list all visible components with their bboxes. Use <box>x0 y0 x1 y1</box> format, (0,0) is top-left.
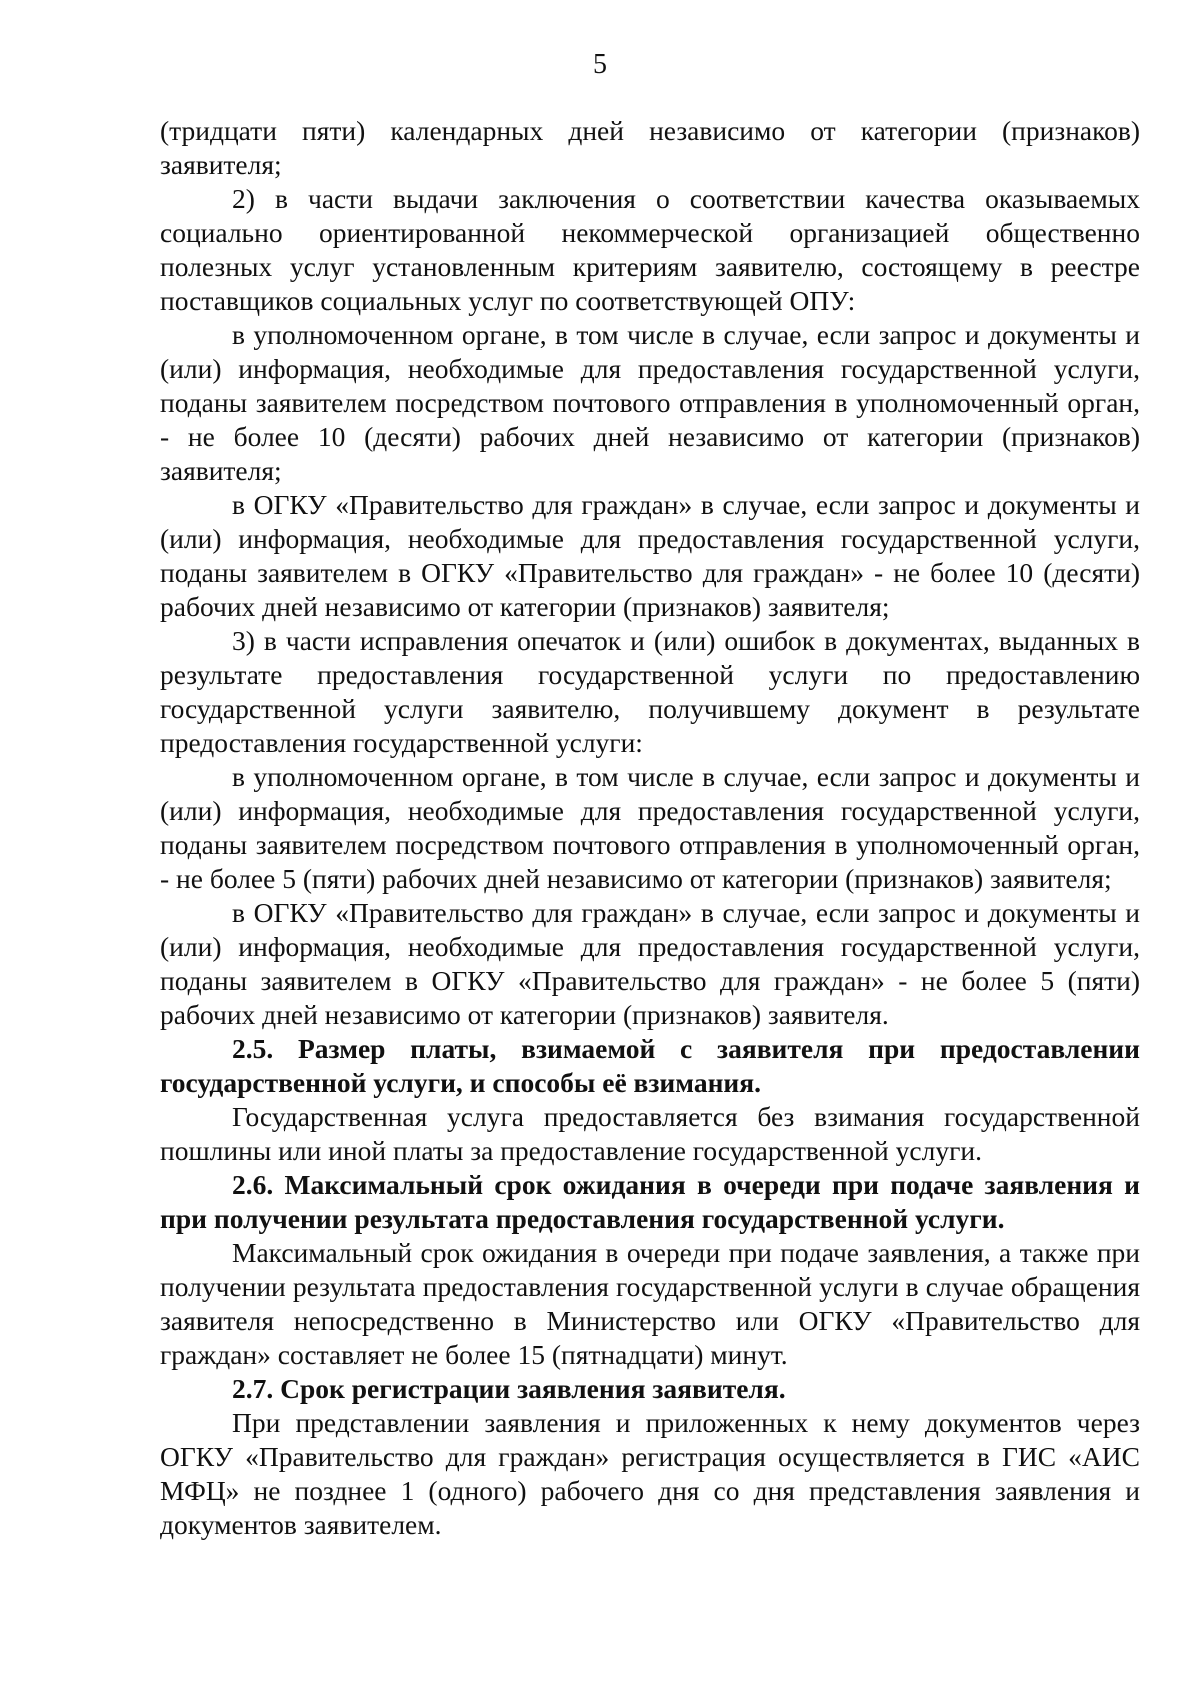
paragraph-registration: При представлении заявления и приложенных к нему документов через ОГКУ «Правительство для граждан» регистрация осуществляется в ГИС «АИС МФЦ» не позднее 1 (одного) рабочего дня со дня представления заявления и документов заявителем. <box>160 1407 1140 1540</box>
paragraph-continuation: (тридцати пяти) календарных дней независимо от категории (признаков) заявителя; <box>160 115 1140 180</box>
paragraph-fee: Государственная услуга предоставляется без взимания государственной пошлины или иной платы за предоставление государственной услуги. <box>160 1101 1140 1166</box>
section-heading-2-7: 2.7. Срок регистрации заявления заявителя. <box>232 1373 786 1404</box>
paragraph-item-2: 2) в части выдачи заключения о соответствии качества оказываемых социально ориентированной некоммерческой организацией общественно полезных услуг установленным критериям заявителю, состоящему в реестре поставщиков социальных услуг по соответствующей ОПУ: <box>160 183 1140 316</box>
paragraph-authorized-body-10-days: в уполномоченном органе, в том числе в случае, если запрос и документы и (или) информация, необходимые для предоставления государственной услуги, поданы заявителем посредством почтового отправления в уполномоченный орган, - не более 10 (десяти) рабочих дней независимо от категории (признаков) заявителя; <box>160 319 1140 486</box>
paragraph-ogku-5-days: в ОГКУ «Правительство для граждан» в случае, если запрос и документы и (или) информация, необходимые для предоставления государственной услуги, поданы заявителем в ОГКУ «Правительство для граждан» - не более 5 (пяти) рабочих дней независимо от категории (признаков) заявителя. <box>160 897 1140 1030</box>
paragraph-ogku-10-days: в ОГКУ «Правительство для граждан» в случае, если запрос и документы и (или) информация, необходимые для предоставления государственной услуги, поданы заявителем в ОГКУ «Правительство для граждан» - не более 10 (десяти) рабочих дней независимо от категории (признаков) заявителя; <box>160 489 1140 622</box>
paragraph-authorized-body-5-days: в уполномоченном органе, в том числе в случае, если запрос и документы и (или) информация, необходимые для предоставления государственной услуги, поданы заявителем посредством почтового отправления в уполномоченный орган, - не более 5 (пяти) рабочих дней независимо от категории (признаков) заявителя; <box>160 761 1140 894</box>
section-heading-2-5: 2.5. Размер платы, взимаемой с заявителя при предоставлении государственной услуги, и способы её взимания. <box>160 1033 1140 1098</box>
document-body <box>160 114 1140 1542</box>
paragraph-item-3: 3) в части исправления опечаток и (или) ошибок в документах, выданных в результате предоставления государственной услуги по предоставлению государственной услуги заявителю, получившему документ в результате предоставления государственной услуги: <box>160 625 1140 758</box>
paragraph-queue-time: Максимальный срок ожидания в очереди при подаче заявления, а также при получении результата предоставления государственной услуги в случае обращения заявителя непосредственно в Министерство или ОГКУ «Правительство для граждан» составляет не более 15 (пятнадцати) минут. <box>160 1237 1140 1370</box>
page-number: 5 <box>593 49 607 80</box>
section-heading-2-6: 2.6. Максимальный срок ожидания в очереди при подаче заявления и при получении результата предоставления государственной услуги. <box>160 1169 1140 1234</box>
